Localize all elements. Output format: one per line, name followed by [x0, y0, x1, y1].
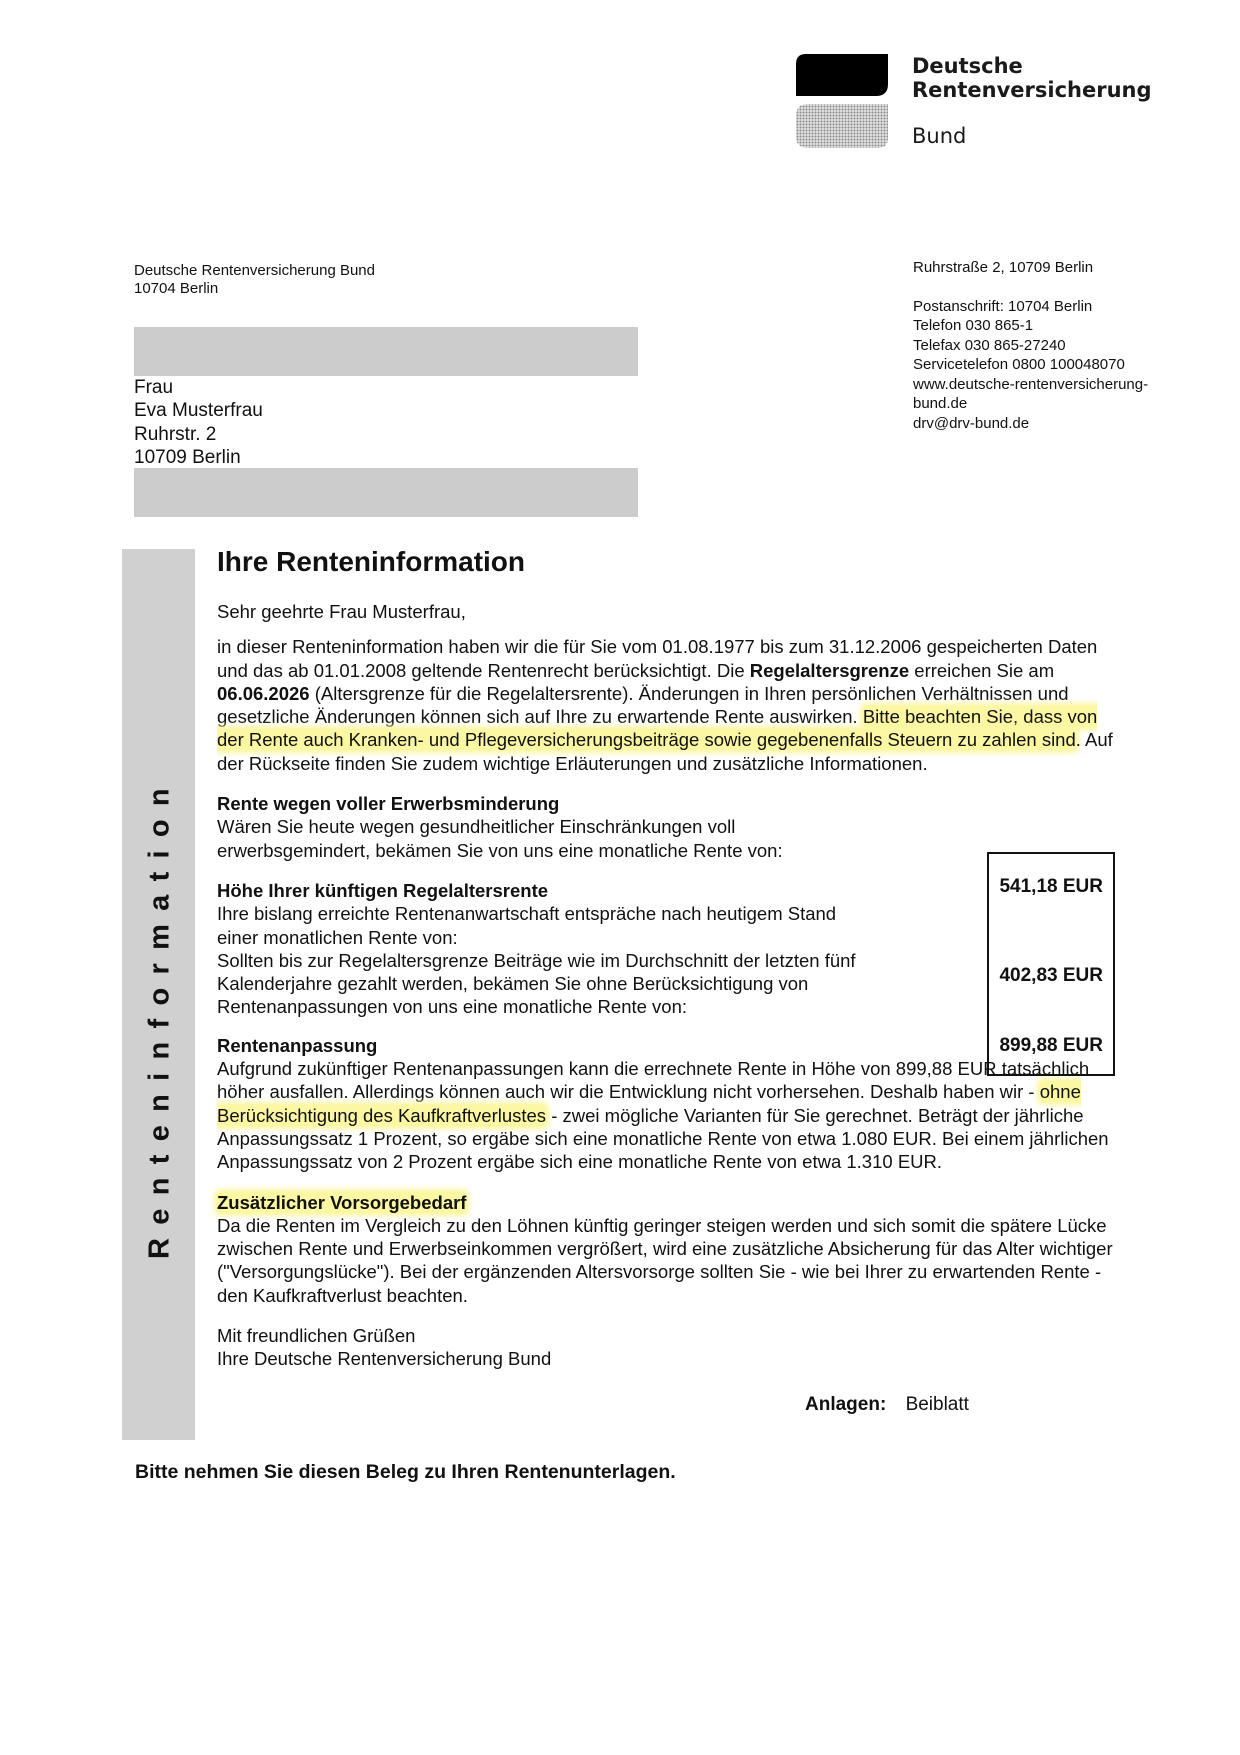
drv-logo-mark [796, 54, 888, 148]
closing-line-1: Mit freundlichen Grüßen [217, 1325, 416, 1347]
section-heading-erwerbsminderung: Rente wegen voller Erwerbsminderung [217, 793, 560, 815]
section-regelaltersrente [217, 879, 1117, 1019]
logo-text [912, 54, 1152, 102]
amount-projected-rente: 899,88 EUR [999, 1035, 1103, 1056]
section-vorsorgebedarf [217, 1191, 1117, 1307]
section3-text [217, 1057, 1117, 1173]
section1-line-2: erwerbsgemindert, bekämen Sie von uns eine monatliche Rente von: [217, 839, 783, 861]
contact-block [913, 258, 1193, 433]
section-heading-vorsorgebedarf: Zusätzlicher Vorsorgebedarf [217, 1191, 467, 1213]
section1-line-1: Wären Sie heute wegen gesundheitlicher Einschränkungen voll [217, 816, 736, 838]
address-window-bar-bottom [134, 468, 638, 517]
contact-postal: Postanschrift: 10704 Berlin [913, 297, 1093, 315]
section-heading-rentenanpassung: Rentenanpassung [217, 1034, 378, 1056]
section2-line-3: Sollten bis zur Regelaltersgrenze Beiträge wie im Durchschnitt der letzten fünf [217, 949, 856, 971]
intro-text-2: erreichen Sie am [909, 659, 1055, 681]
closing-line-2: Ihre Deutsche Rentenversicherung Bund [217, 1348, 552, 1370]
section-heading-regelaltersrente: Höhe Ihrer künftigen Regelaltersrente [217, 879, 549, 901]
section2-line-4: Kalenderjahre gezahlt werden, bekämen Sie ohne Berücksichtigung von [217, 973, 809, 995]
intro-highlight: Bitte beachten Sie, dass von der Rente auch Kranken- und Pflegeversicherungsbeiträge sowie gegebenenfalls Steuern zu zahlen sind [217, 706, 1098, 751]
attachments-value: Beiblatt [905, 1394, 969, 1415]
address-window-bar-top [134, 327, 638, 376]
amount-box [987, 852, 1115, 1076]
recipient-city: 10709 Berlin [134, 447, 241, 469]
letter-title: Ihre Renteninformation [217, 546, 526, 577]
recipient-salutation: Frau [134, 377, 174, 398]
section4-text: Da die Renten im Vergleich zu den Löhnen künftig geringer steigen werden und sich somit die spätere Lücke zwischen Rente und Erwerbseinkommen vergrößert, wird eine zusätzliche Absicherung für das Alter wichtiger ("Versorgungslücke"). Bei der ergänzenden Altersvorsorge sollten Sie - wie bei Ihrer zu erwartenden Rente - den Kaufkraftverlust beachten. [217, 1214, 1113, 1306]
contact-website-line-2: bund.de [913, 395, 968, 412]
section3-highlight: ohne Berücksichtigung des Kaufkraftverlustes [217, 1081, 1081, 1126]
intro-text-3: (Altersgrenze für die Regelaltersrente). Änderungen in Ihren persönlichen Verhältnissen und gesetzliche Änderungen können sich auf Ihre zu erwartende Rente auswirken. [217, 682, 1069, 728]
attachments [805, 1394, 969, 1416]
attachments-label: Anlagen: [805, 1394, 887, 1415]
drv-logo [796, 54, 1152, 154]
contact-email: drv@drv-bund.de [913, 414, 1030, 432]
logo-line-2: Rentenversicherung [912, 78, 1152, 102]
section-rentenanpassung [217, 1034, 1117, 1174]
intro-bold-date: 06.06.2026 [217, 682, 310, 704]
contact-service-phone: Servicetelefon 0800 100048070 [913, 356, 1125, 373]
sender-line-1: Deutsche Rentenversicherung Bund [134, 262, 375, 279]
section2-line-5: Rentenanpassungen von uns eine monatliche Rente von: [217, 996, 688, 1018]
contact-website-line-1: www.deutsche-rentenversicherung- [913, 375, 1149, 393]
contact-fax: Telefax 030 865-27240 [913, 336, 1066, 354]
logo-line-3: Bund [912, 124, 967, 148]
recipient-address [134, 376, 263, 470]
intro-text-4: . Auf der Rückseite finden Sie zudem wichtige Erläuterungen und zusätzliche Informationen. [217, 729, 1113, 774]
intro-bold-regelaltersgrenze: Regelaltersgrenze [749, 659, 910, 681]
logo-line-1: Deutsche [912, 54, 1023, 78]
letter-body [217, 544, 1117, 1371]
intro-paragraph [217, 635, 1117, 775]
footer-note: Bitte nehmen Sie diesen Beleg zu Ihren Rentenunterlagen. [135, 1461, 676, 1483]
amount-current-anwartschaft: 402,83 EUR [999, 965, 1103, 986]
section2-line-1: Ihre bislang erreichte Rentenanwartschaft entspräche nach heutigem Stand [217, 903, 837, 925]
section3-text-2: - zwei mögliche Varianten für Sie gerechnet. Beträgt der jährliche Anpassungssatz 1 Prozent, so ergäbe sich eine monatliche Rente von etwa 1.080 EUR. Bei einem jährlichen Anpassungssatz von 2 Prozent ergäbe sich eine monatliche Rente von etwa 1.310 EUR. [217, 1104, 1109, 1173]
section2-line-2: einer monatlichen Rente von: [217, 926, 458, 948]
section-erwerbsminderung [217, 792, 1117, 862]
closing [217, 1324, 1117, 1371]
side-band-label: Renteninformation [143, 775, 176, 1259]
contact-phone: Telefon 030 865-1 [913, 317, 1034, 334]
greeting: Sehr geehrte Frau Musterfrau, [217, 601, 466, 622]
section3-text-1: Aufgrund zukünftiger Rentenanpassungen kann die errechnete Rente in Höhe von 899,88 EUR tatsächlich höher ausfallen. Allerdings können auch wir die Entwicklung nicht vorhersehen. Deshalb haben wir - [217, 1058, 1090, 1103]
sender-line-2: 10704 Berlin [134, 280, 219, 297]
amount-erwerbsminderung: 541,18 EUR [999, 876, 1103, 897]
recipient-street: Ruhrstr. 2 [134, 423, 217, 445]
intro-text-1: in dieser Renteninformation haben wir die für Sie vom 01.08.1977 bis zum 31.12.2006 gespeicherten Daten und das ab 01.01.2008 geltende Rentenrecht berücksichtigt. Die [217, 636, 1098, 681]
contact-address: Ruhrstraße 2, 10709 Berlin [913, 259, 1094, 276]
sender-address [134, 262, 375, 298]
recipient-name: Eva Musterfrau [134, 400, 263, 422]
